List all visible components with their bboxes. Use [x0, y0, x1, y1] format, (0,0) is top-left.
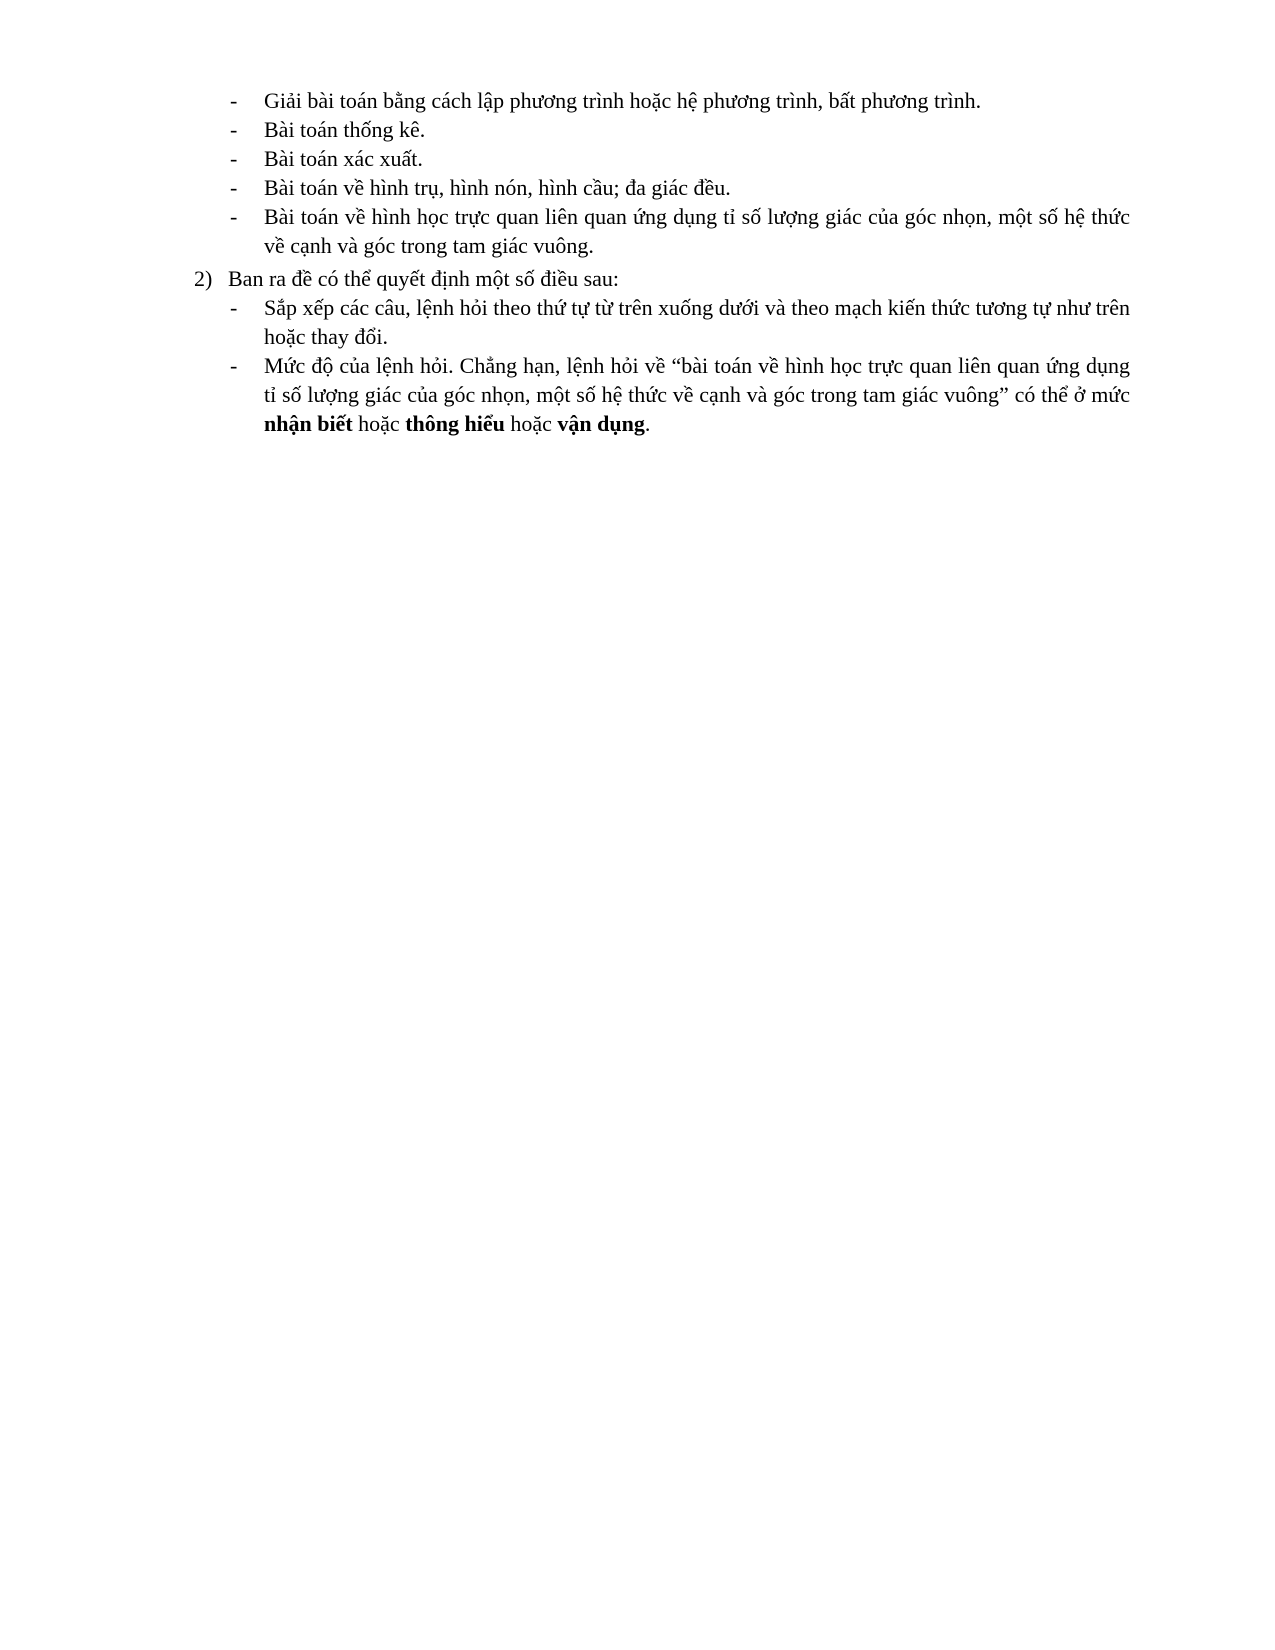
text-segment: . [644, 411, 651, 436]
list-item-text: Bài toán xác xuất. [264, 146, 423, 171]
text-segment: Mức độ của lệnh hỏi. Chẳng hạn, lệnh hỏi về “bài toán về hình học trực quan liên quan ứng dụng tỉ số lượng giác của góc nhọn, một số hệ thức về cạnh và góc trong tam giác vuông” có thể ở mức [264, 353, 1130, 407]
level-apply: vận dụng [557, 411, 645, 436]
text-segment: hoặc [352, 411, 406, 436]
list-item-text [264, 353, 1130, 436]
dash-bullet: - [230, 146, 238, 171]
dash-bullet: - [230, 353, 238, 378]
level-understand: thông hiểu [405, 411, 505, 436]
dash-bullet: - [230, 117, 238, 142]
topic-list [230, 86, 1130, 260]
list-item [230, 144, 1130, 173]
list-item [230, 115, 1130, 144]
level-recognize: nhận biết [264, 411, 353, 436]
dash-bullet: - [230, 175, 238, 200]
list-item-text: Sắp xếp các câu, lệnh hỏi theo thứ tự từ trên xuống dưới và theo mạch kiến thức tương tự như trên hoặc thay đổi. [264, 295, 1130, 349]
dash-bullet: - [230, 88, 238, 113]
list-item [230, 202, 1130, 260]
list-item [230, 86, 1130, 115]
list-item [230, 293, 1130, 351]
item-heading: Ban ra đề có thể quyết định một số điều sau: [228, 266, 620, 291]
dash-bullet: - [230, 295, 238, 320]
list-item [230, 173, 1130, 202]
list-item-text: Bài toán về hình học trực quan liên quan ứng dụng tỉ số lượng giác của góc nhọn, một số hệ thức về cạnh và góc trong tam giác vuông. [264, 204, 1130, 258]
list-item-text: Giải bài toán bằng cách lập phương trình hoặc hệ phương trình, bất phương trình. [264, 88, 982, 113]
list-item-text: Bài toán về hình trụ, hình nón, hình cầu; đa giác đều. [264, 175, 731, 200]
list-item-text: Bài toán thống kê. [264, 117, 426, 142]
list-item [230, 351, 1130, 438]
text-segment: hoặc [504, 411, 558, 436]
dash-bullet: - [230, 204, 238, 229]
item-number: 2) [194, 266, 213, 291]
decision-list [230, 293, 1130, 438]
